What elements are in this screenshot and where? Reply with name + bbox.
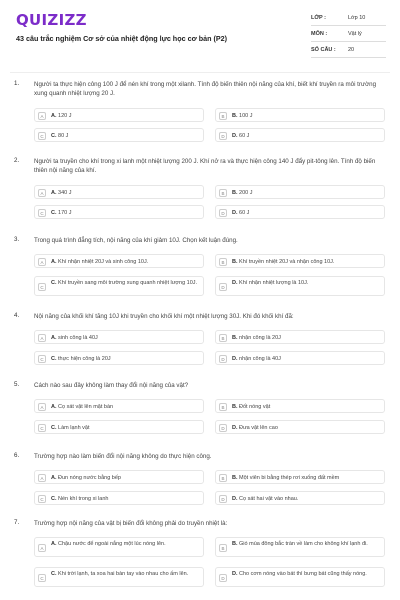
- option-letter-box: C: [38, 424, 46, 432]
- option-letter-box: B: [219, 334, 227, 342]
- option-text: [232, 335, 380, 342]
- option-answer: 200 J: [239, 189, 253, 196]
- worksheet-header: [0, 0, 400, 70]
- option-text: [51, 113, 199, 120]
- question-text: Cách nào sau đây không làm thay đổi nội năng của vật?: [34, 382, 189, 389]
- option-a[interactable]: [34, 537, 204, 557]
- option-letter-box: D: [219, 132, 227, 140]
- option-b[interactable]: [215, 399, 385, 413]
- option-label: D.: [232, 424, 238, 431]
- question-text: Người ta truyền cho khí trong xi lanh một nhiệt lượng 200 J. Khí nở ra và thực hiện công 140 J đẩy pit-tông lên. Tính độ biến thiên nội năng của khí.: [34, 158, 376, 174]
- option-label: D.: [232, 132, 238, 139]
- option-answer: 120 J: [58, 112, 72, 119]
- option-a[interactable]: [34, 108, 204, 122]
- option-b[interactable]: [215, 254, 385, 268]
- option-letter-box: D: [219, 495, 227, 503]
- option-label: C.: [51, 424, 57, 431]
- option-answer: Đưa vật lên cao: [239, 424, 278, 431]
- option-letter-box: D: [219, 424, 227, 432]
- meta-value: Lớp 10: [348, 15, 366, 21]
- meta-value: Vật lý: [348, 31, 362, 37]
- option-label: C.: [51, 280, 57, 286]
- option-letter-box: A: [38, 474, 46, 482]
- question-text: Trường hợp nào làm biến đổi nội năng không do thực hiện công.: [34, 453, 212, 460]
- option-letter-box: D: [219, 283, 227, 291]
- question-number: 6.: [14, 452, 20, 459]
- option-letter-box: B: [219, 544, 227, 552]
- option-text: [51, 335, 199, 342]
- option-d[interactable]: [215, 491, 385, 505]
- option-letter-box: A: [38, 189, 46, 197]
- option-c[interactable]: [34, 567, 204, 587]
- option-text: [51, 496, 199, 503]
- option-c[interactable]: [34, 128, 204, 142]
- option-text: [232, 259, 380, 266]
- option-label: D.: [232, 209, 238, 216]
- option-label: C.: [51, 571, 57, 577]
- option-label: B.: [232, 541, 238, 547]
- option-answer: Khí truyền nhiệt 20J và nhận công 10J.: [239, 258, 335, 265]
- option-label: D.: [232, 571, 238, 577]
- question-text: Nội năng của khối khí tăng 10J khi truyền cho khối khí một nhiệt lượng 30J. Khi đó khối khí đã:: [34, 313, 294, 320]
- option-text: [232, 210, 380, 217]
- option-text: [51, 280, 199, 287]
- option-text: [232, 541, 380, 548]
- option-letter-box: C: [38, 283, 46, 291]
- option-letter-box: B: [219, 112, 227, 120]
- meta-subject: [311, 26, 386, 42]
- option-b[interactable]: [215, 470, 385, 484]
- option-answer: thực hiện công là 20J: [58, 355, 111, 362]
- question-number: 3.: [14, 236, 20, 243]
- option-text: [51, 133, 199, 140]
- meta-label: SỐ CÂU :: [311, 47, 336, 53]
- meta-class: [311, 10, 386, 26]
- option-answer: Khi trời lạnh, ta xoa hai bàn tay vào nhau cho ấm lên.: [58, 571, 189, 577]
- option-letter-box: A: [38, 334, 46, 342]
- question-number: 7.: [14, 519, 20, 526]
- option-label: C.: [51, 209, 57, 216]
- option-letter-box: D: [219, 355, 227, 363]
- option-label: C.: [51, 495, 57, 502]
- option-letter-box: C: [38, 574, 46, 582]
- option-letter-box: A: [38, 403, 46, 411]
- option-answer: Cho cơm nóng vào bát thì bưng bát cũng thấy nóng.: [239, 571, 367, 577]
- option-b[interactable]: [215, 537, 385, 557]
- option-letter-box: B: [219, 258, 227, 266]
- quizizz-logo: QUIZIZZ: [16, 11, 87, 29]
- option-answer: Cọ xát vật lên mặt bàn: [58, 403, 114, 410]
- option-a[interactable]: [34, 399, 204, 413]
- option-answer: nhận công là 20J: [239, 334, 281, 341]
- option-answer: Chậu nước để ngoài nắng một lúc nóng lên.: [58, 541, 166, 547]
- option-text: [51, 425, 199, 432]
- option-answer: 100 J: [239, 112, 253, 119]
- option-text: [232, 133, 380, 140]
- option-a[interactable]: [34, 185, 204, 199]
- option-d[interactable]: [215, 128, 385, 142]
- option-text: [51, 541, 199, 548]
- option-label: D.: [232, 355, 238, 362]
- question-text: Trường hợp nội năng của vật bị biến đổi không phải do truyền nhiệt là:: [34, 520, 228, 527]
- option-c[interactable]: [34, 491, 204, 505]
- option-letter-box: B: [219, 403, 227, 411]
- option-a[interactable]: [34, 470, 204, 484]
- option-d[interactable]: [215, 276, 385, 296]
- meta-label: MÔN :: [311, 31, 328, 37]
- option-text: [232, 496, 380, 503]
- option-answer: Khí nhận nhiệt lượng là 10J.: [239, 280, 309, 286]
- option-text: [51, 571, 199, 578]
- option-label: D.: [232, 280, 238, 286]
- option-label: A.: [51, 403, 57, 410]
- option-letter-box: C: [38, 209, 46, 217]
- option-label: A.: [51, 258, 57, 265]
- option-answer: Nén khí trong xi lanh: [58, 495, 109, 502]
- option-answer: Khí nhận nhiệt 20J và sinh công 10J.: [58, 258, 149, 265]
- option-answer: Đốt nóng vật: [239, 403, 271, 410]
- option-text: [51, 404, 199, 411]
- worksheet-title: 43 câu trắc nghiệm Cơ sở của nhiệt động lực học cơ bản (P2): [16, 34, 228, 43]
- option-label: B.: [232, 403, 238, 410]
- option-answer: 60 J: [239, 132, 250, 139]
- worksheet-meta: [311, 10, 386, 58]
- question-text: Người ta thực hiện công 100 J để nén khí trong một xilanh. Tính độ biến thiên nội năng của khí, biết khí truyền ra môi trường xung quanh nhiệt lượng 20 J.: [34, 81, 377, 97]
- meta-question-count: [311, 42, 386, 58]
- option-text: [232, 425, 380, 432]
- question-number: 4.: [14, 312, 20, 319]
- option-letter-box: A: [38, 544, 46, 552]
- option-text: [232, 356, 380, 363]
- option-label: A.: [51, 112, 57, 119]
- option-letter-box: D: [219, 574, 227, 582]
- option-d[interactable]: [215, 567, 385, 587]
- option-b[interactable]: [215, 108, 385, 122]
- option-a[interactable]: [34, 330, 204, 344]
- option-text: [232, 404, 380, 411]
- option-answer: sinh công là 40J: [58, 334, 98, 341]
- option-label: B.: [232, 112, 238, 119]
- option-answer: Một viên bi bằng thép rơi xuống đất mềm: [239, 474, 340, 481]
- option-label: A.: [51, 189, 57, 196]
- option-letter-box: A: [38, 112, 46, 120]
- option-c[interactable]: [34, 351, 204, 365]
- option-letter-box: B: [219, 189, 227, 197]
- option-d[interactable]: [215, 205, 385, 219]
- option-letter-box: C: [38, 132, 46, 140]
- option-a[interactable]: [34, 254, 204, 268]
- option-label: B.: [232, 189, 238, 196]
- option-label: B.: [232, 334, 238, 341]
- option-answer: 80 J: [58, 132, 69, 139]
- option-text: [51, 259, 199, 266]
- option-answer: 170 J: [58, 209, 72, 216]
- question-text: Trong quá trình đẳng tích, nội năng của khí giảm 10J. Chọn kết luận đúng.: [34, 237, 238, 244]
- option-b[interactable]: [215, 185, 385, 199]
- option-letter-box: B: [219, 474, 227, 482]
- option-answer: Khí truyền sang môi trường xung quanh nhiệt lượng 10J.: [58, 280, 198, 286]
- option-c[interactable]: [34, 205, 204, 219]
- option-text: [51, 190, 199, 197]
- header-divider: [10, 72, 390, 73]
- option-answer: 340 J: [58, 189, 72, 196]
- option-text: [51, 356, 199, 363]
- option-label: B.: [232, 258, 238, 265]
- option-answer: Đun nóng nước bằng bếp: [58, 474, 121, 481]
- question-number: 2.: [14, 157, 20, 164]
- question-number: 5.: [14, 381, 20, 388]
- option-label: B.: [232, 474, 238, 481]
- meta-value: 20: [348, 47, 355, 53]
- option-b[interactable]: [215, 330, 385, 344]
- option-label: C.: [51, 132, 57, 139]
- option-c[interactable]: [34, 420, 204, 434]
- option-letter-box: C: [38, 495, 46, 503]
- option-text: [51, 210, 199, 217]
- question-number: 1.: [14, 80, 20, 87]
- option-label: A.: [51, 334, 57, 341]
- option-letter-box: C: [38, 355, 46, 363]
- option-c[interactable]: [34, 276, 204, 296]
- option-d[interactable]: [215, 420, 385, 434]
- option-answer: nhận công là 40J: [239, 355, 281, 362]
- option-label: A.: [51, 474, 57, 481]
- option-text: [232, 571, 380, 578]
- option-text: [232, 113, 380, 120]
- option-label: A.: [51, 541, 57, 547]
- option-answer: Làm lạnh vật: [58, 424, 90, 431]
- option-answer: 60 J: [239, 209, 250, 216]
- option-text: [232, 475, 380, 482]
- option-label: C.: [51, 355, 57, 362]
- option-letter-box: A: [38, 258, 46, 266]
- option-answer: Gió mùa đông bắc tràn về làm cho không khí lạnh đi.: [239, 541, 368, 547]
- option-text: [232, 190, 380, 197]
- option-text: [232, 280, 380, 287]
- meta-label: LỚP :: [311, 15, 326, 21]
- option-d[interactable]: [215, 351, 385, 365]
- option-answer: Cọ sát hai vật vào nhau.: [239, 495, 299, 502]
- option-text: [51, 475, 199, 482]
- option-letter-box: D: [219, 209, 227, 217]
- option-label: D.: [232, 495, 238, 502]
